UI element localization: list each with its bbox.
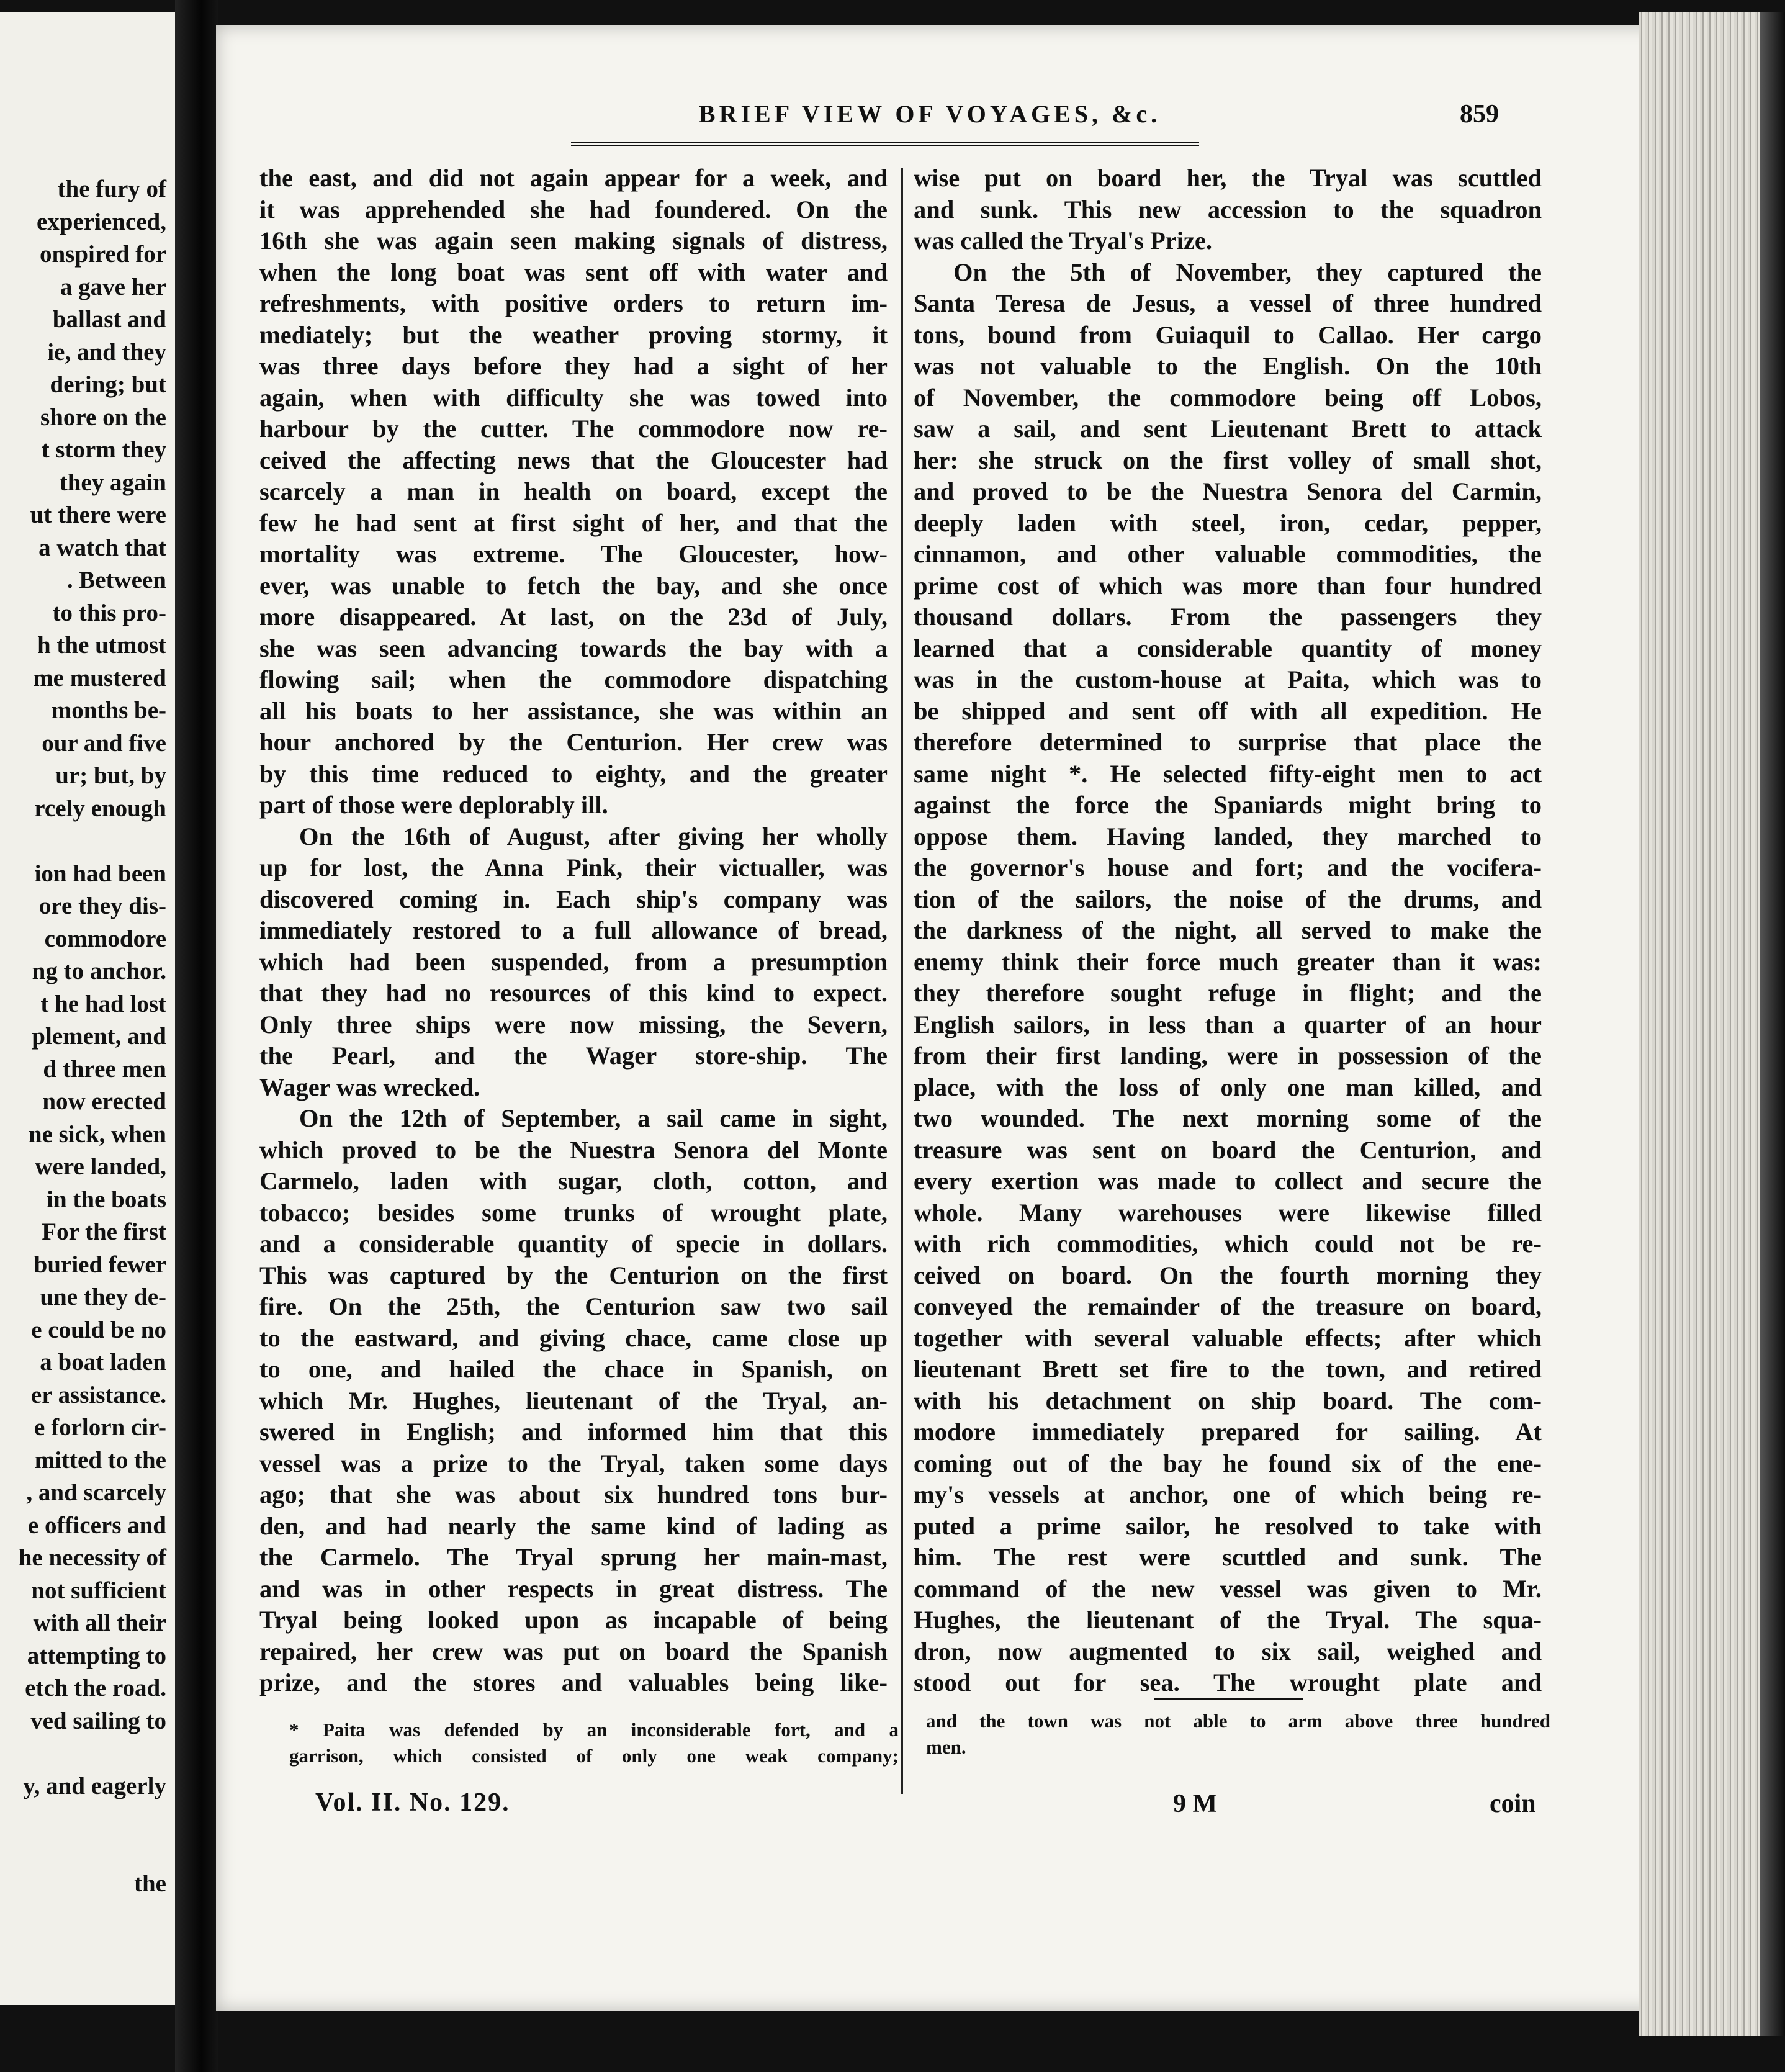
left-column-line: fire. On the 25th, the Centurion saw two sail <box>259 1292 888 1320</box>
left-column-line: ago; that she was about six hundred tons bur- <box>259 1480 888 1508</box>
left-fragment-line: ut there were <box>30 502 166 528</box>
left-column-line: mediately; but the weather proving stormy, it <box>259 320 888 349</box>
left-column-line: prize, and the stores and valuables being like- <box>259 1669 888 1696</box>
right-column-line: whole. Many warehouses were likewise filled <box>914 1198 1542 1227</box>
left-fragment-line: the fury of <box>57 176 166 202</box>
left-column-line: few he had sent at first sight of her, and that the <box>259 508 888 537</box>
left-fragment-line: ur; but, by <box>55 762 166 789</box>
right-column-line: therefore determined to surprise that place the <box>914 728 1542 756</box>
left-column-line: Only three ships were now missing, the Severn, <box>259 1010 888 1038</box>
left-column-line: On the 12th of September, a sail came in sight, <box>299 1104 888 1132</box>
signature-mark: 9 M <box>1173 1790 1218 1818</box>
footnote-left <box>289 1717 899 1769</box>
left-fragment-line: etch the road. <box>25 1675 166 1701</box>
left-column-line: and a considerable quantity of specie in dollars. <box>259 1230 888 1258</box>
right-column-line: and sunk. This new accession to the squadron <box>914 195 1542 223</box>
left-column-line: hour anchored by the Centurion. Her crew was <box>259 728 888 756</box>
left-column-line: the Carmelo. The Tryal sprung her main-mast, <box>259 1543 888 1571</box>
header-rule <box>571 142 1199 146</box>
left-fragment-line: our and five <box>42 729 166 757</box>
footnote-line: garrison, which consisted of only one weak company; <box>289 1745 899 1767</box>
right-column-line: command of the new vessel was given to Mr. <box>914 1574 1542 1603</box>
left-fragment-line: in the boats <box>47 1186 166 1213</box>
left-column-line: immediately restored to a full allowance of bread, <box>259 916 888 944</box>
right-column-line: tion of the sailors, the noise of the drums, and <box>914 885 1542 913</box>
left-column-line: part of those were deplorably ill. <box>259 791 608 819</box>
left-fragment-line: experienced, <box>36 208 166 235</box>
catchword: coin <box>1490 1790 1536 1818</box>
right-column-line: be shipped and sent off with all expedition. He <box>914 696 1542 725</box>
right-column-line: cinnamon, and other valuable commodities, the <box>914 540 1542 568</box>
page-number: 859 <box>1460 100 1499 128</box>
left-fragment-line: shore on the <box>40 403 166 431</box>
left-fragment-line: now erected <box>42 1088 166 1115</box>
left-column-line: she was seen advancing towards the bay with a <box>259 634 888 662</box>
left-fragment-line: a watch that <box>38 534 166 561</box>
left-fragment-line: ng to anchor. <box>32 958 166 984</box>
left-column-line: ever, was unable to fetch the bay, and she once <box>259 571 888 600</box>
left-fragment-line: not sufficient <box>31 1577 166 1604</box>
right-column-line: the darkness of the night, all served to make the <box>914 916 1542 944</box>
left-column-line: to the eastward, and giving chace, came close up <box>259 1323 888 1352</box>
footnote-line: men. <box>926 1736 966 1758</box>
left-column-line: flowing sail; when the commodore dispatching <box>259 665 888 693</box>
left-fragment-line: t he had lost <box>40 990 166 1017</box>
left-fragment-line: , and scarcely <box>26 1479 166 1506</box>
left-column-line: when the long boat was sent off with water and <box>259 258 888 286</box>
left-column-line: up for lost, the Anna Pink, their victualler, was <box>259 854 888 881</box>
left-fragment-line: to this pro- <box>52 599 166 626</box>
left-fragment-line: a gave her <box>60 273 166 300</box>
right-column-line: every exertion was made to collect and secure the <box>914 1167 1542 1195</box>
right-column-line: lieutenant Brett set fire to the town, and retired <box>914 1355 1542 1383</box>
right-column-line: was not valuable to the English. On the 10th <box>914 352 1542 380</box>
left-fragment-line: . Between <box>66 567 166 593</box>
left-fragment-line: ore they dis- <box>38 893 166 919</box>
left-fragment-line: e forlorn cir- <box>34 1414 166 1441</box>
right-column-line: of November, the commodore being off Lobos, <box>914 383 1542 412</box>
right-column-line: place, with the loss of only one man killed, and <box>914 1073 1542 1101</box>
left-column-line: swered in English; and informed him that this <box>259 1418 888 1446</box>
left-fragment-line: buried fewer <box>34 1251 166 1278</box>
left-column-line: which had been suspended, from a presumption <box>259 947 888 976</box>
left-fragment-line: ballast and <box>52 306 166 333</box>
left-fragment-line: mitted to the <box>34 1446 166 1474</box>
left-fragment-line: the <box>134 1870 166 1897</box>
left-page-fragment <box>0 12 175 2005</box>
left-fragment-line: t storm they <box>41 436 166 463</box>
left-column-line: refreshments, with positive orders to return im- <box>259 289 888 317</box>
footnote-rule <box>1154 1698 1303 1700</box>
left-fragment-line: onspired for <box>39 241 166 268</box>
left-fragment-line: dering; but <box>50 371 166 398</box>
right-column-line: conveyed the remainder of the treasure on board, <box>914 1292 1542 1320</box>
right-column-line: deeply laden with steel, iron, cedar, pepper, <box>914 508 1542 537</box>
right-column-line: same night *. He selected fifty-eight men to act <box>914 759 1542 788</box>
left-fragment-line: me mustered <box>33 664 166 691</box>
left-fragment-line: commodore <box>44 925 166 952</box>
left-column-line: by this time reduced to eighty, and the greater <box>259 759 888 788</box>
right-column-line: my's vessels at anchor, one of which being re- <box>914 1480 1542 1508</box>
left-column-line: vessel was a prize to the Tryal, taken some days <box>259 1449 888 1477</box>
left-column-line: mortality was extreme. The Gloucester, how- <box>259 540 888 568</box>
left-fragment-line: he necessity of <box>18 1544 166 1571</box>
left-fragment-line: ion had been <box>34 860 166 887</box>
left-column-line: all his boats to her assistance, she was within an <box>259 696 888 725</box>
left-column-line: that they had no resources of this kind to expect. <box>259 979 888 1007</box>
right-column-line: enemy think their force much greater than it was: <box>914 947 1542 976</box>
left-column-line: the Pearl, and the Wager store-ship. The <box>259 1042 888 1070</box>
left-column-line: and was in other respects in great distress. The <box>259 1574 888 1603</box>
right-column-line: with his detachment on ship board. The com- <box>914 1386 1542 1415</box>
right-column-line: was in the custom-house at Paita, which was to <box>914 665 1542 693</box>
right-column-line: wise put on board her, the Tryal was scuttled <box>914 164 1542 192</box>
right-column-line: Hughes, the lieutenant of the Tryal. The squa- <box>914 1606 1542 1634</box>
footnote-line: and the town was not able to arm above three hundred <box>926 1710 1550 1732</box>
left-column-line: discovered coming in. Each ship's company was <box>259 885 888 913</box>
right-column-line: they therefore sought refuge in flight; and the <box>914 979 1542 1007</box>
left-column-line: 16th she was again seen making signals of distress, <box>259 227 888 254</box>
left-column-line: Carmelo, laden with sugar, cloth, cotton, and <box>259 1167 888 1195</box>
left-column-line: Wager was wrecked. <box>259 1073 480 1101</box>
right-column-line: puted a prime sailor, he resolved to take with <box>914 1511 1542 1540</box>
left-fragment-line: ne sick, when <box>28 1120 166 1148</box>
left-column-line: to one, and hailed the chace in Spanish, on <box>259 1355 888 1383</box>
right-column-line: On the 5th of November, they captured the <box>953 258 1542 286</box>
left-column-line: was three days before they had a sight of her <box>259 352 888 380</box>
left-fragment-line: er assistance. <box>30 1381 166 1408</box>
left-fragment-line: For the first <box>42 1218 166 1245</box>
right-column-line: two wounded. The next morning some of the <box>914 1104 1542 1132</box>
left-column-line: which proved to be the Nuestra Senora del Monte <box>259 1135 888 1164</box>
right-column-line: together with several valuable effects; after which <box>914 1323 1542 1352</box>
right-column-line: saw a sail, and sent Lieutenant Brett to attack <box>914 415 1542 443</box>
right-column-line: modore immediately prepared for sailing. At <box>914 1418 1542 1446</box>
footnote-line: * Paita was defended by an inconsiderable fort, and a <box>289 1719 899 1741</box>
right-column-line: thousand dollars. From the passengers they <box>914 603 1542 631</box>
left-fragment-line: attempting to <box>27 1642 166 1669</box>
column-divider <box>901 168 903 1794</box>
left-fragment-line: with all their <box>33 1610 166 1636</box>
right-column-line: English sailors, in less than a quarter of an hour <box>914 1010 1542 1038</box>
left-fragment-line: ved sailing to <box>30 1707 166 1734</box>
right-column-line: coming out of the bay he found six of the ene- <box>914 1449 1542 1477</box>
right-column-line: treasure was sent on board the Centurion, and <box>914 1135 1542 1164</box>
running-header: BRIEF VIEW OF VOYAGES, &c. <box>698 100 1161 128</box>
volume-number: Vol. II. No. 129. <box>315 1788 510 1817</box>
left-column-line: again, when with difficulty she was towed into <box>259 383 888 412</box>
right-column-line: tons, bound from Guiaquil to Callao. Her cargo <box>914 320 1542 349</box>
left-fragment-line: d three men <box>43 1055 166 1083</box>
right-column-line: against the force the Spaniards might bring to <box>914 791 1542 819</box>
right-column-line: oppose them. Having landed, they marched to <box>914 822 1542 850</box>
left-column-line: repaired, her crew was put on board the Spanish <box>259 1637 888 1665</box>
left-fragment-line: ie, and they <box>47 338 166 366</box>
right-column-line: him. The rest were scuttled and sunk. The <box>914 1543 1542 1571</box>
page-edges <box>1639 12 1785 2036</box>
left-column-line: On the 16th of August, after giving her wholly <box>299 822 888 850</box>
right-column-line: dron, now augmented to six sail, weighed and <box>914 1637 1542 1665</box>
right-column-line: her: she struck on the first volley of small shot, <box>914 446 1542 474</box>
left-fragment-line: rcely enough <box>34 795 166 822</box>
left-fragment-line: h the utmost <box>37 632 166 659</box>
left-fragment-line: e officers and <box>27 1511 166 1539</box>
left-column-line: which Mr. Hughes, lieutenant of the Tryal, an- <box>259 1386 888 1415</box>
right-column-line: prime cost of which was more than four hundred <box>914 571 1542 600</box>
book-gutter <box>175 0 218 2072</box>
left-column-line: Tryal being looked upon as incapable of being <box>259 1606 888 1634</box>
right-column-line: with rich commodities, which could not be re- <box>914 1230 1542 1258</box>
left-column <box>259 163 888 1699</box>
right-column-line: learned that a considerable quantity of money <box>914 634 1542 662</box>
left-column-line: tobacco; besides some trunks of wrought plate, <box>259 1198 888 1227</box>
left-fragment-line: they again <box>59 469 166 496</box>
left-column-line: more disappeared. At last, on the 23d of July, <box>259 603 888 631</box>
left-fragment-line: plement, and <box>32 1023 166 1050</box>
left-column-line: it was apprehended she had foundered. On the <box>259 195 888 223</box>
left-column-line: the east, and did not again appear for a week, and <box>259 164 888 192</box>
right-column-line: the governor's house and fort; and the vocifera- <box>914 854 1542 881</box>
footnote-right <box>926 1708 1550 1760</box>
left-fragment-line: e could be no <box>31 1316 166 1343</box>
left-column-line: den, and had nearly the same kind of lading as <box>259 1511 888 1540</box>
right-column-line: stood out for sea. The wrought plate and <box>914 1669 1542 1696</box>
right-column-line: and proved to be the Nuestra Senora del Carmin, <box>914 477 1542 505</box>
right-column <box>914 163 1542 1699</box>
left-fragment-line: y, and eagerly <box>23 1772 166 1799</box>
left-fragment-line: une they de- <box>40 1284 166 1310</box>
right-column-line: from their first landing, were in possession of the <box>914 1042 1542 1070</box>
left-column-line: scarcely a man in health on board, except the <box>259 477 888 505</box>
left-column-line: ceived the affecting news that the Gloucester had <box>259 446 888 474</box>
right-column-line: ceived on board. On the fourth morning they <box>914 1261 1542 1289</box>
right-column-line: was called the Tryal's Prize. <box>914 227 1213 254</box>
left-column-line: This was captured by the Centurion on the first <box>259 1261 888 1289</box>
right-column-line: Santa Teresa de Jesus, a vessel of three hundred <box>914 289 1542 317</box>
left-fragment-line: were landed, <box>35 1153 166 1180</box>
left-column-line: harbour by the cutter. The commodore now re- <box>259 415 888 443</box>
left-fragment-line: months be- <box>51 697 166 724</box>
left-fragment-line: a boat laden <box>40 1349 166 1376</box>
